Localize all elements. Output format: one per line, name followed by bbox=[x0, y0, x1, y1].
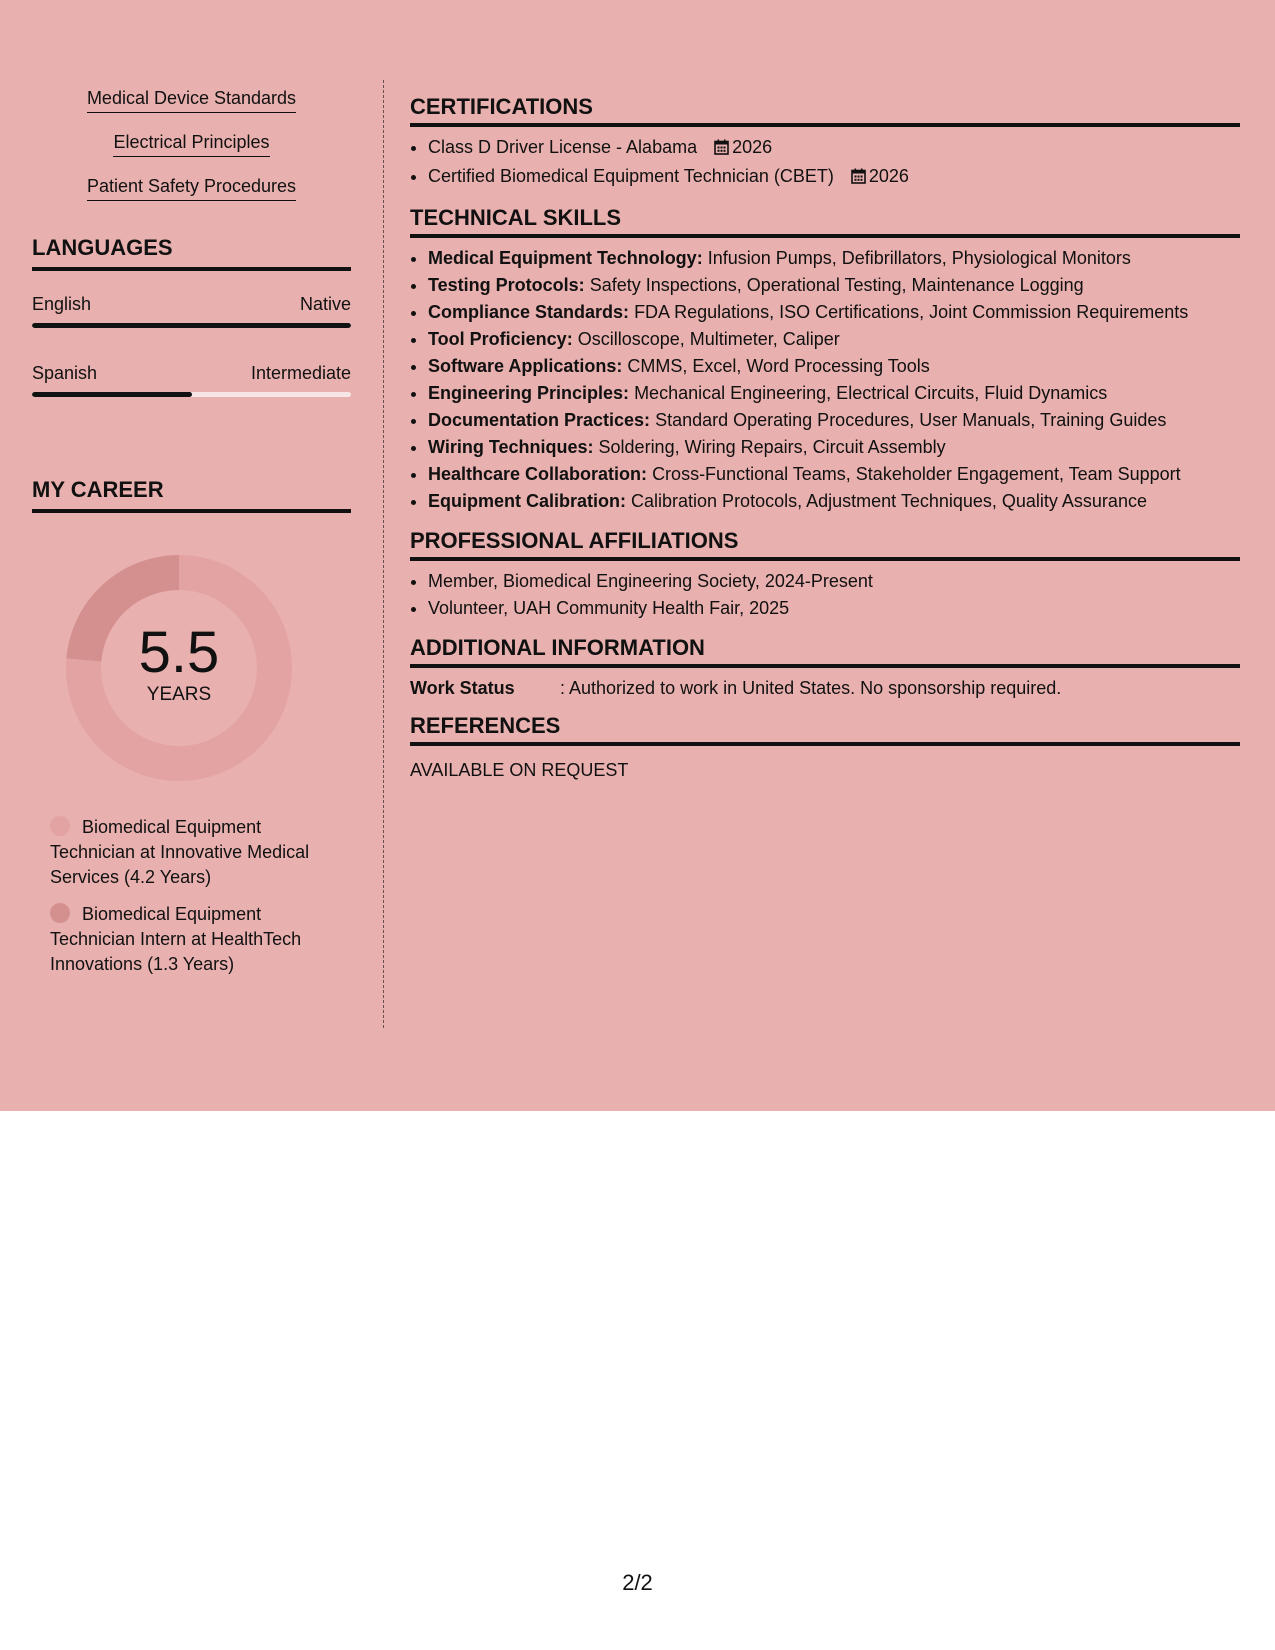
skill-values: Soldering, Wiring Repairs, Circuit Assembly bbox=[598, 437, 946, 457]
certifications-heading: CERTIFICATIONS bbox=[410, 94, 1240, 127]
strength-item bbox=[32, 86, 351, 113]
career-heading: MY CAREER bbox=[32, 477, 351, 513]
skill-values: FDA Regulations, ISO Certifications, Joint Commission Requirements bbox=[634, 302, 1189, 322]
work-status-label: Work Status bbox=[410, 678, 515, 698]
donut-center bbox=[66, 555, 292, 781]
technical-skills-list bbox=[410, 245, 1240, 515]
language-proficiency-fill bbox=[32, 323, 351, 328]
references-heading: REFERENCES bbox=[410, 713, 1240, 746]
additional-info-heading: ADDITIONAL INFORMATION bbox=[410, 635, 1240, 668]
certification-name: Class D Driver License - Alabama bbox=[428, 137, 698, 157]
career-legend bbox=[50, 815, 340, 977]
skill-values: Standard Operating Procedures, User Manuals, Training Guides bbox=[655, 410, 1167, 430]
skill-values: Oscilloscope, Multimeter, Caliper bbox=[577, 329, 840, 349]
skill-category: Healthcare Collaboration: bbox=[428, 464, 648, 484]
column-divider bbox=[383, 80, 384, 1028]
calendar-icon bbox=[851, 165, 866, 192]
skill-values: Mechanical Engineering, Electrical Circuits, Fluid Dynamics bbox=[634, 383, 1108, 403]
career-entry bbox=[50, 815, 340, 890]
skill-category: Engineering Principles: bbox=[428, 383, 630, 403]
skill-item bbox=[428, 353, 1240, 380]
language-name: Spanish bbox=[32, 363, 98, 383]
career-section bbox=[32, 477, 351, 977]
main-content bbox=[410, 94, 1240, 795]
languages-section bbox=[32, 235, 351, 397]
work-status-row bbox=[410, 676, 1240, 700]
skill-category: Equipment Calibration: bbox=[428, 491, 626, 511]
certification-item bbox=[428, 163, 1240, 192]
language-item bbox=[32, 293, 351, 328]
language-level: Native bbox=[299, 294, 351, 314]
skill-item bbox=[428, 380, 1240, 407]
calendar-icon bbox=[714, 136, 729, 163]
legend-dot-icon bbox=[50, 903, 70, 923]
skill-values: CMMS, Excel, Word Processing Tools bbox=[627, 356, 930, 376]
certification-year: 2026 bbox=[868, 166, 909, 186]
skill-values: Safety Inspections, Operational Testing, Maintenance Logging bbox=[589, 275, 1084, 295]
language-proficiency-bar bbox=[32, 392, 351, 397]
affiliations-list bbox=[410, 568, 1240, 622]
strength-label: Patient Safety Procedures bbox=[87, 174, 296, 201]
skill-category: Testing Protocols: bbox=[428, 275, 585, 295]
affiliations-heading: PROFESSIONAL AFFILIATIONS bbox=[410, 528, 1240, 561]
skill-item bbox=[428, 461, 1240, 488]
skill-item bbox=[428, 272, 1240, 299]
certification-year: 2026 bbox=[732, 137, 773, 157]
page-number: 2/2 bbox=[622, 1570, 653, 1595]
affiliations-section bbox=[410, 528, 1240, 622]
language-level: Intermediate bbox=[250, 363, 351, 383]
career-donut-chart bbox=[66, 555, 292, 781]
strength-label: Electrical Principles bbox=[113, 130, 269, 157]
certification-name: Certified Biomedical Equipment Technician (CBET) bbox=[428, 166, 834, 186]
skill-item bbox=[428, 245, 1240, 272]
skill-category: Software Applications: bbox=[428, 356, 623, 376]
references-section bbox=[410, 713, 1240, 782]
sidebar bbox=[32, 86, 351, 989]
affiliation-item: • Member, Biomedical Engineering Society, 2024-Present bbox=[428, 568, 1240, 595]
strengths-list bbox=[32, 86, 351, 201]
skill-values: Cross-Functional Teams, Stakeholder Engagement, Team Support bbox=[652, 464, 1181, 484]
technical-skills-heading: TECHNICAL SKILLS bbox=[410, 205, 1240, 238]
skill-item bbox=[428, 407, 1240, 434]
strength-item bbox=[32, 174, 351, 201]
certifications-list bbox=[410, 134, 1240, 192]
language-proficiency-fill bbox=[32, 392, 192, 397]
work-status-value: : Authorized to work in United States. No sponsorship required. bbox=[560, 678, 1062, 698]
career-total-years: 5.5 bbox=[138, 620, 220, 685]
skill-category: Compliance Standards: bbox=[428, 302, 630, 322]
references-text: AVAILABLE ON REQUEST bbox=[410, 760, 629, 780]
additional-info-section bbox=[410, 635, 1240, 700]
career-entry-text: Biomedical Equipment Technician Intern at HealthTech Innovations (1.3 Years) bbox=[50, 904, 302, 974]
skill-category: Wiring Techniques: bbox=[428, 437, 594, 457]
career-years-unit: YEARS bbox=[146, 684, 212, 705]
strength-label: Medical Device Standards bbox=[87, 86, 296, 113]
affiliation-item: • Volunteer, UAH Community Health Fair, 2025 bbox=[428, 595, 1240, 622]
language-name: English bbox=[32, 294, 92, 314]
career-entry bbox=[50, 902, 340, 977]
legend-dot-icon bbox=[50, 816, 70, 836]
skill-item bbox=[428, 488, 1240, 515]
skill-values: Calibration Protocols, Adjustment Techniques, Quality Assurance bbox=[631, 491, 1147, 511]
strength-item bbox=[32, 130, 351, 157]
skill-item bbox=[428, 326, 1240, 353]
skill-values: Infusion Pumps, Defibrillators, Physiological Monitors bbox=[707, 248, 1131, 268]
skill-category: Medical Equipment Technology: bbox=[428, 248, 703, 268]
certification-item bbox=[428, 134, 1240, 163]
skill-item bbox=[428, 299, 1240, 326]
technical-skills-section bbox=[410, 205, 1240, 515]
languages-heading: LANGUAGES bbox=[32, 235, 351, 271]
career-entry-text: Biomedical Equipment Technician at Innovative Medical Services (4.2 Years) bbox=[50, 817, 310, 887]
skill-category: Documentation Practices: bbox=[428, 410, 651, 430]
language-item bbox=[32, 362, 351, 397]
skill-category: Tool Proficiency: bbox=[428, 329, 573, 349]
certifications-section bbox=[410, 94, 1240, 192]
language-proficiency-bar bbox=[32, 323, 351, 328]
skill-item bbox=[428, 434, 1240, 461]
